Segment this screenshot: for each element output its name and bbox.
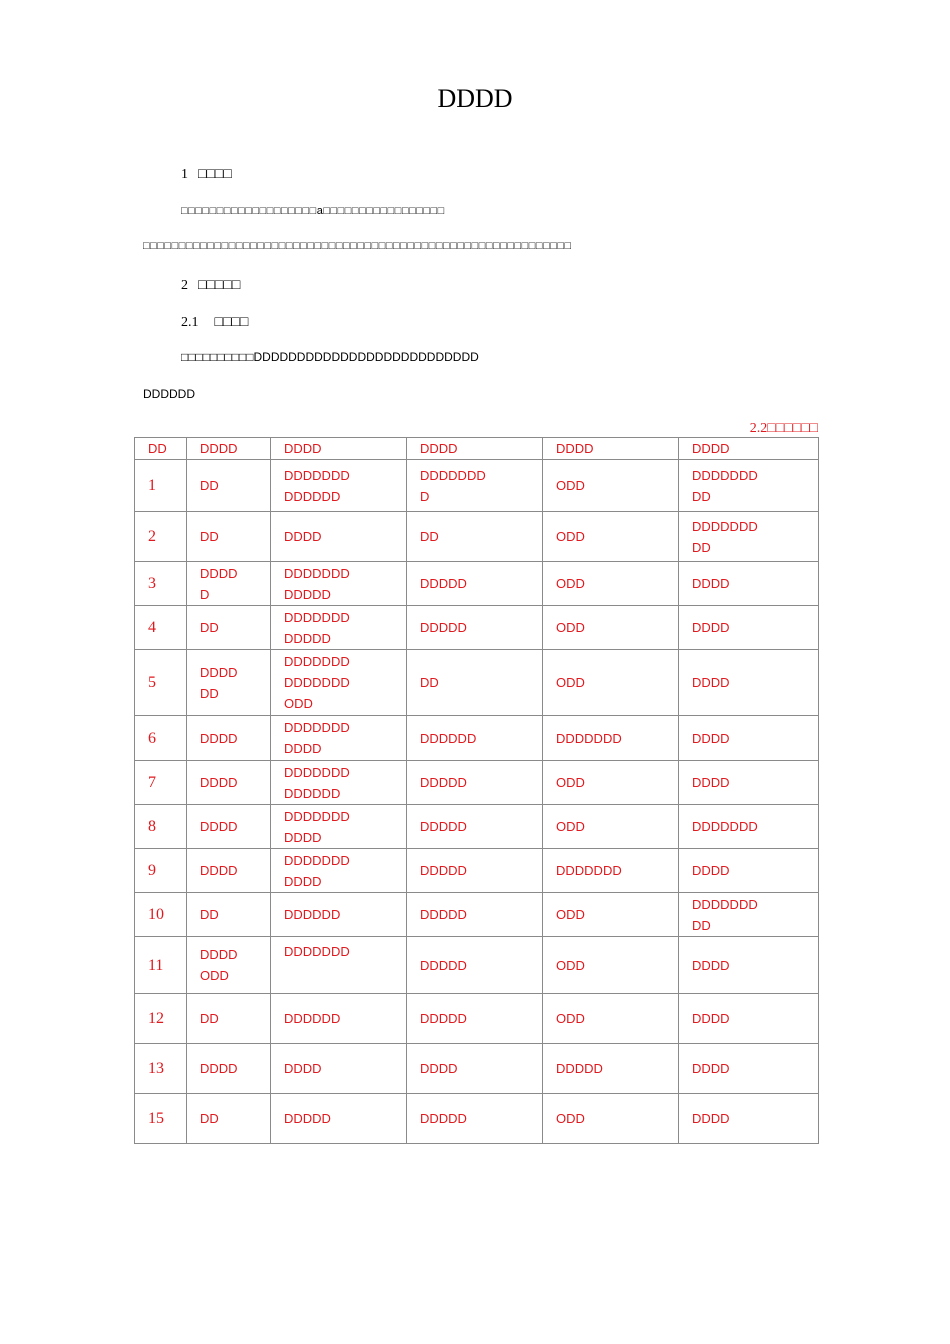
table-cell: ODD bbox=[543, 937, 679, 994]
table-cell: DDDDDDD bbox=[543, 849, 679, 893]
row-number-cell: 3 bbox=[135, 562, 187, 606]
table-cell: DDDDD bbox=[407, 805, 543, 849]
table-cell: DDDD DD bbox=[187, 650, 271, 716]
table-row bbox=[135, 512, 819, 562]
row-number-cell: 10 bbox=[135, 893, 187, 937]
table-cell: DDDDDDD bbox=[543, 716, 679, 761]
table-cell: DDDD bbox=[271, 1044, 407, 1094]
table-cell: DDDDDDD DDDD bbox=[271, 716, 407, 761]
row-number-cell: 11 bbox=[135, 937, 187, 994]
table-cell: DD bbox=[187, 893, 271, 937]
table-caption: 2.2□□□□□□ bbox=[749, 421, 818, 436]
table-cell: DDDD bbox=[679, 937, 819, 994]
table-cell: DDDD bbox=[187, 761, 271, 805]
table-cell: ODD bbox=[543, 893, 679, 937]
table-cell: DDDD ODD bbox=[187, 937, 271, 994]
table-row bbox=[135, 716, 819, 761]
table-cell: DDDDDDD bbox=[271, 937, 407, 994]
section-1-number: 1 bbox=[181, 167, 188, 182]
table-cell: DDDDDDD DDDDDD bbox=[271, 460, 407, 512]
table-header-cell: DDDD bbox=[407, 438, 543, 460]
table-cell: DDDDDD bbox=[271, 994, 407, 1044]
table-cell: DDDD bbox=[407, 1044, 543, 1094]
section-1-title: □□□□ bbox=[198, 167, 232, 182]
table-cell: DDDDDDD DDDD bbox=[271, 849, 407, 893]
table-row bbox=[135, 650, 819, 716]
table-cell: DDDDDDD D bbox=[407, 460, 543, 512]
section-2-number: 2 bbox=[181, 278, 188, 293]
table-header-row bbox=[135, 438, 819, 460]
paragraph-2-line-2: DDDDDD bbox=[143, 387, 195, 401]
table-header-cell: DD bbox=[135, 438, 187, 460]
table-cell: DD bbox=[187, 460, 271, 512]
row-number-cell: 8 bbox=[135, 805, 187, 849]
row-number-cell: 7 bbox=[135, 761, 187, 805]
table-row bbox=[135, 893, 819, 937]
table-cell: DDDDD bbox=[407, 937, 543, 994]
table-row bbox=[135, 460, 819, 512]
table-cell: DD bbox=[407, 512, 543, 562]
table-cell: DDDDDDD DDDDD bbox=[271, 606, 407, 650]
section-2-title: □□□□□ bbox=[198, 278, 241, 293]
paragraph-1-line-2: □□□□□□□□□□□□□□□□□□□□□□□□□□□□□□□□□□□□□□□□□□□□□□□□□□□□□□□□□□□□ bbox=[143, 240, 572, 252]
table-cell: DDDDD bbox=[407, 761, 543, 805]
table-cell: DD bbox=[187, 512, 271, 562]
section-2-1-number: 2.1 bbox=[181, 315, 199, 330]
table-cell: DDDD bbox=[679, 994, 819, 1044]
table-cell: DDDDD bbox=[407, 893, 543, 937]
table-cell: DDDDD bbox=[407, 606, 543, 650]
table-cell: DDDD bbox=[679, 562, 819, 606]
row-number-cell: 5 bbox=[135, 650, 187, 716]
section-1-heading bbox=[181, 167, 232, 183]
table-cell: DDDDDDD bbox=[679, 805, 819, 849]
table-cell: ODD bbox=[543, 460, 679, 512]
table-cell: DDDD bbox=[271, 512, 407, 562]
table-cell: DDDDDDD DDDDD bbox=[271, 562, 407, 606]
table-cell: ODD bbox=[543, 1094, 679, 1144]
row-number-cell: 1 bbox=[135, 460, 187, 512]
row-number-cell: 4 bbox=[135, 606, 187, 650]
section-2-heading bbox=[181, 278, 240, 294]
table-cell: DDDD D bbox=[187, 562, 271, 606]
table-cell: DDDDDDD DD bbox=[679, 460, 819, 512]
table-cell: DDDD bbox=[679, 1094, 819, 1144]
table-body bbox=[135, 438, 819, 1144]
table-header-cell: DDDD bbox=[679, 438, 819, 460]
table-cell: DDDD bbox=[679, 849, 819, 893]
table-cell: DDDDD bbox=[543, 1044, 679, 1094]
document-title: DDDD bbox=[437, 84, 513, 113]
table-cell: DDDDDDD DDDD bbox=[271, 805, 407, 849]
table-cell: DDDD bbox=[187, 1044, 271, 1094]
table-cell: DDDD bbox=[679, 761, 819, 805]
table-cell: DDDD bbox=[187, 805, 271, 849]
table-row bbox=[135, 761, 819, 805]
table-cell: DDDDD bbox=[407, 994, 543, 1044]
row-number-cell: 15 bbox=[135, 1094, 187, 1144]
row-number-cell: 2 bbox=[135, 512, 187, 562]
table-cell: DDDDDD bbox=[407, 716, 543, 761]
table-header-cell: DDDD bbox=[271, 438, 407, 460]
table-cell: DDDD bbox=[679, 716, 819, 761]
table-cell: DDDDDDD DD bbox=[679, 893, 819, 937]
table-cell: ODD bbox=[543, 761, 679, 805]
row-number-cell: 12 bbox=[135, 994, 187, 1044]
table-header-cell: DDDD bbox=[187, 438, 271, 460]
row-number-cell: 9 bbox=[135, 849, 187, 893]
section-2-1-title: □□□□ bbox=[214, 315, 249, 330]
data-table bbox=[134, 437, 819, 1144]
table-cell: DDDD bbox=[679, 650, 819, 716]
row-number-cell: 13 bbox=[135, 1044, 187, 1094]
table-cell: DDDDDDD DDDDDDD ODD bbox=[271, 650, 407, 716]
table-cell: ODD bbox=[543, 512, 679, 562]
table-cell: DDDDD bbox=[407, 1094, 543, 1144]
table-row bbox=[135, 994, 819, 1044]
table-cell: DDDDD bbox=[271, 1094, 407, 1144]
table-row bbox=[135, 562, 819, 606]
table-cell: DD bbox=[407, 650, 543, 716]
table-cell: ODD bbox=[543, 650, 679, 716]
table-cell: DDDDD bbox=[407, 849, 543, 893]
table-cell: DDDD bbox=[187, 716, 271, 761]
table-cell: DDDD bbox=[187, 849, 271, 893]
table-cell: DD bbox=[187, 606, 271, 650]
table-row bbox=[135, 805, 819, 849]
table-cell: DD bbox=[187, 1094, 271, 1144]
table-row bbox=[135, 606, 819, 650]
row-number-cell: 6 bbox=[135, 716, 187, 761]
paragraph-1-line-1: □□□□□□□□□□□□□□□□□□□a□□□□□□□□□□□□□□□□□ bbox=[181, 205, 445, 217]
table-row bbox=[135, 1094, 819, 1144]
table-cell: DDDD bbox=[679, 1044, 819, 1094]
table-cell: DDDD bbox=[679, 606, 819, 650]
table-cell: DDDDDDD DDDDDD bbox=[271, 761, 407, 805]
paragraph-2-line-1: □□□□□□□□□□DDDDDDDDDDDDDDDDDDDDDDDDDD bbox=[181, 350, 479, 364]
table-cell: DDDDDDD DD bbox=[679, 512, 819, 562]
table-cell: ODD bbox=[543, 562, 679, 606]
table-row bbox=[135, 1044, 819, 1094]
table-cell: ODD bbox=[543, 606, 679, 650]
section-2-1-heading bbox=[181, 315, 248, 331]
table-header-cell: DDDD bbox=[543, 438, 679, 460]
table-cell: DDDDDD bbox=[271, 893, 407, 937]
table-row bbox=[135, 937, 819, 994]
table-cell: DDDDD bbox=[407, 562, 543, 606]
table-cell: DD bbox=[187, 994, 271, 1044]
table-cell: ODD bbox=[543, 994, 679, 1044]
table-row bbox=[135, 849, 819, 893]
table-cell: ODD bbox=[543, 805, 679, 849]
